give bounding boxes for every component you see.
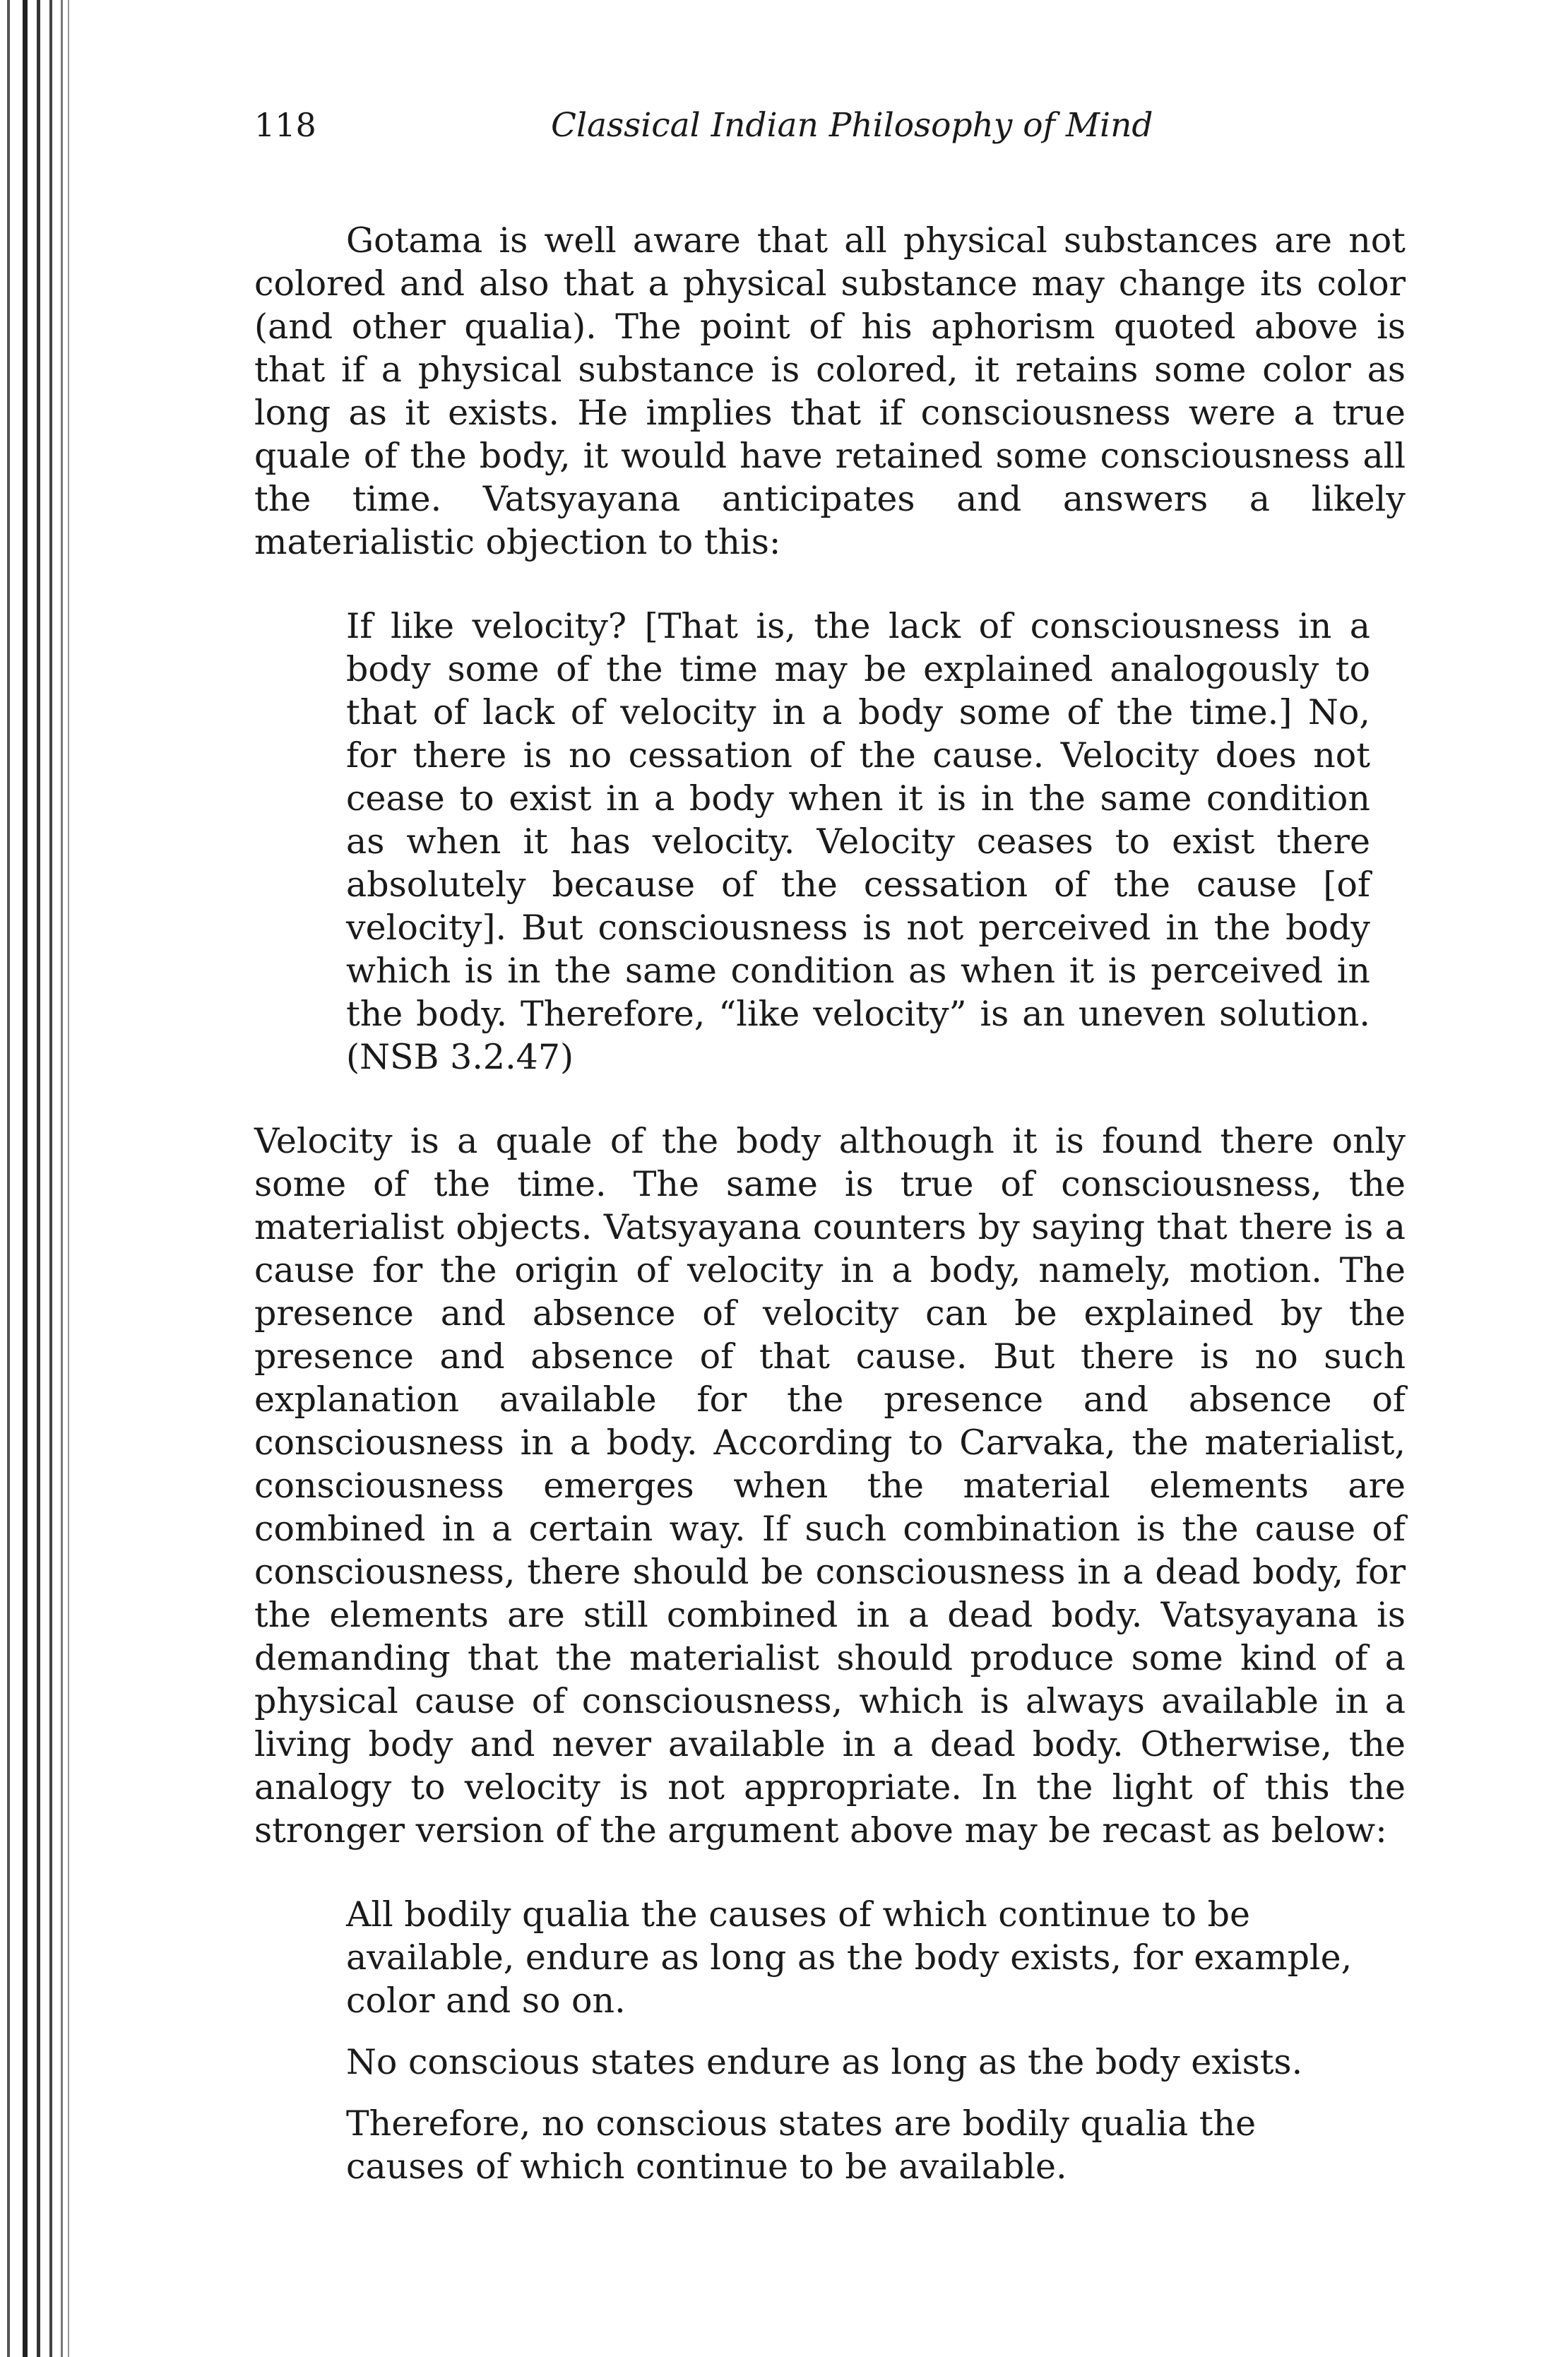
scan-gutter-line (68, 0, 69, 2357)
body-paragraph: Gotama is well aware that all physical substances are not colored and also that a physical substance may change its color (and other qualia). The point of his aphorism quoted above is that if a physical substance is colored, it retains some color as long as it exists. He implies that if consciousness were a true quale of the body, it would have retained some consciousness all the time. Vatsyayana anticipates and answers a likely materialistic objection to this: (254, 220, 1406, 562)
conclusion: Therefore, no conscious states are bodily qualia the causes of which continue to be available. (346, 2103, 1257, 2187)
body-paragraph: Velocity is a quale of the body although it is found there only some of the time. The same is true of consciousness, the materialist objects. Vatsyayana counters by saying that there is a cause for the origin of velocity in a body, namely, motion. The presence and absence of velocity can be explained by the presence and absence of that cause. But there is no such explanation available for the presence and absence of consciousness in a body. According to Carvaka, the materialist, consciousness emerges when the material elements are combined in a certain way. If such combination is the cause of consciousness, there should be consciousness in a dead body, for the elements are still combined in a dead body. Vatsyayana is demanding that the materialist should produce some kind of a physical cause of consciousness, which is always available in a living body and never available in a dead body. Otherwise, the analogy to velocity is not appropriate. In the light of this the stronger version of the argument above may be recast as below: (254, 1121, 1406, 1851)
page-header (254, 106, 1413, 162)
running-title: Classical Indian Philosophy of Mind (551, 106, 1153, 145)
argument-block (254, 1893, 1406, 2188)
scan-gutter-line (49, 0, 52, 2357)
minor-premise: No conscious states endure as long as the body exists. (346, 2042, 1303, 2082)
page-body (254, 219, 1406, 2188)
page-number: 118 (254, 106, 316, 144)
major-premise: All bodily qualia the causes of which continue to be available, endure as long as the body exists, for example, color and so on. (346, 1894, 1353, 2021)
scan-gutter-line (7, 0, 10, 2357)
block-quote: If like velocity? [That is, the lack of consciousness in a body some of the time may be explained analogously to that of lack of velocity in a body some of the time.] No, for there is no cessation of the cause. Velocity does not cease to exist in a body when it is in the same condition as when it has velocity. Velocity ceases to exist there absolutely because of the cessation of the cause [of velocity]. But consciousness is not perceived in the body which is in the same condition as when it is perceived in the body. Therefore, “like velocity” is an uneven solution. (NSB 3.2.47) (346, 606, 1370, 1077)
scan-gutter-line (23, 0, 28, 2357)
scan-gutter-line (61, 0, 63, 2357)
scan-gutter-line (37, 0, 40, 2357)
